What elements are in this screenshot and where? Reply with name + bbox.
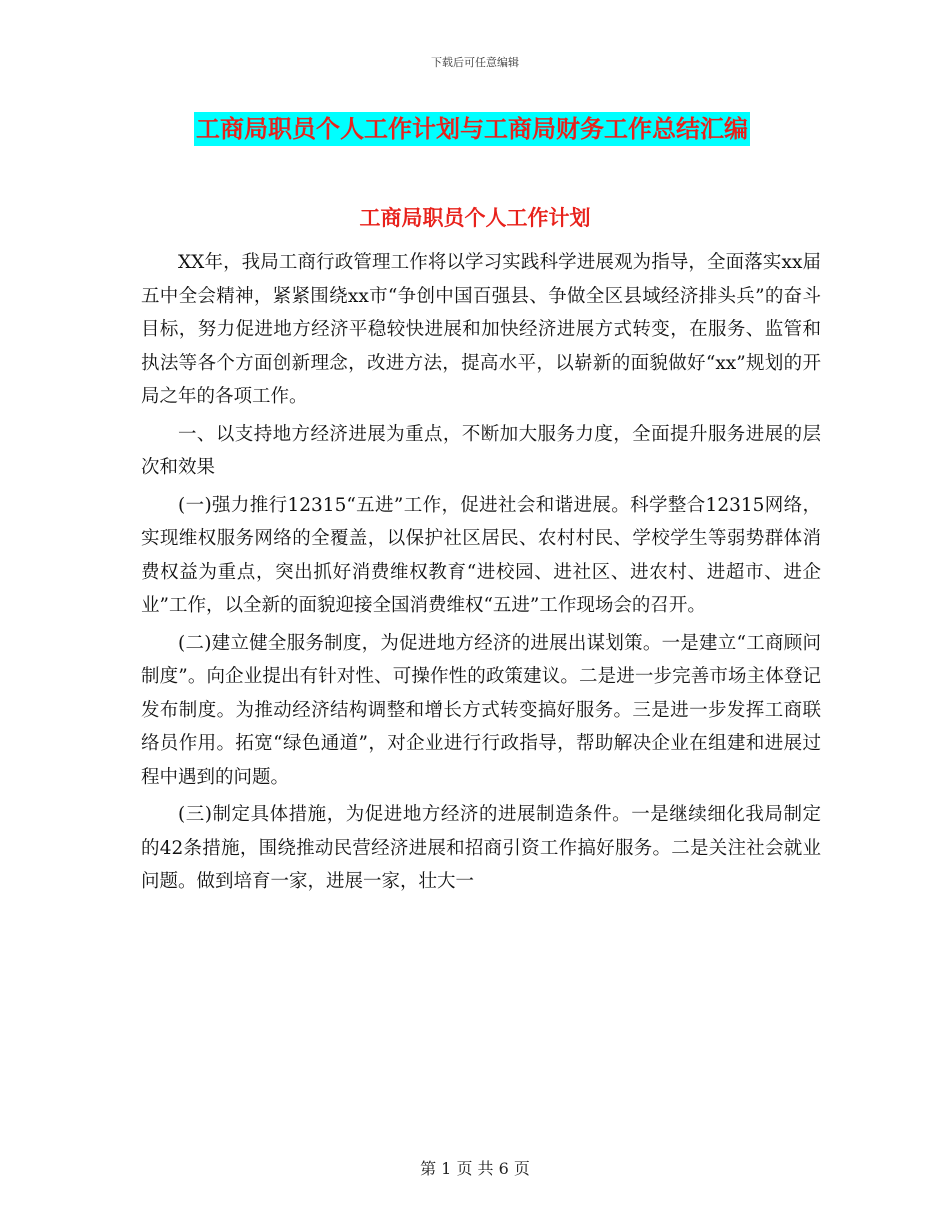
section-title: 工商局职员个人工作计划	[359, 206, 591, 230]
page-footer-indicator: 第 1 页 共 6 页	[420, 1159, 530, 1178]
page-header-note: 下载后可任意编辑	[431, 56, 519, 69]
document-main-title: 工商局职员个人工作计划与工商局财务工作总结汇编	[194, 112, 750, 146]
paragraph-intro: XX年，我局工商行政管理工作将以学习实践科学进展观为指导，全面落实xx届五中全会精神，紧紧围绕xx市“争创中国百强县、争做全区县域经济排头兵”的奋斗目标，努力促进地方经济平稳较快进展和加快经济进展方式转变，在服务、监管和执法等各个方面创新理念，改进方法，提高水平，以崭新的面貌做好“xx”规划的开局之年的各项工作。	[141, 252, 821, 407]
paragraph-heading-1: 一、以支持地方经济进展为重点，不断加大服务力度，全面提升服务进展的层次和效果	[141, 423, 821, 478]
paragraph-item-3: (三)制定具体措施，为促进地方经济的进展制造条件。一是继续细化我局制定的42条措施，围绕推动民营经济进展和招商引资工作搞好服务。二是关注社会就业问题。做到培育一家，进展一家，壮大一	[141, 804, 821, 892]
document-body	[141, 246, 821, 903]
paragraph-item-1: (一)强力推行12315“五进”工作，促进社会和谐进展。科学整合12315网络，实现维权服务网络的全覆盖，以保护社区居民、农村村民、学校学生等弱势群体消费权益为重点，突出抓好消费维权教育“进校园、进社区、进农村、进超市、进企业”工作，以全新的面貌迎接全国消费维权“五进”工作现场会的召开。	[141, 494, 821, 616]
paragraph-item-2: (二)建立健全服务制度，为促进地方经济的进展出谋划策。一是建立“工商顾问制度”。向企业提出有针对性、可操作性的政策建议。二是进一步完善市场主体登记发布制度。为推动经济结构调整和增长方式转变搞好服务。三是进一步发挥工商联络员作用。拓宽“绿色通道”，对企业进行行政指导，帮助解决企业在组建和进展过程中遇到的问题。	[141, 632, 821, 788]
